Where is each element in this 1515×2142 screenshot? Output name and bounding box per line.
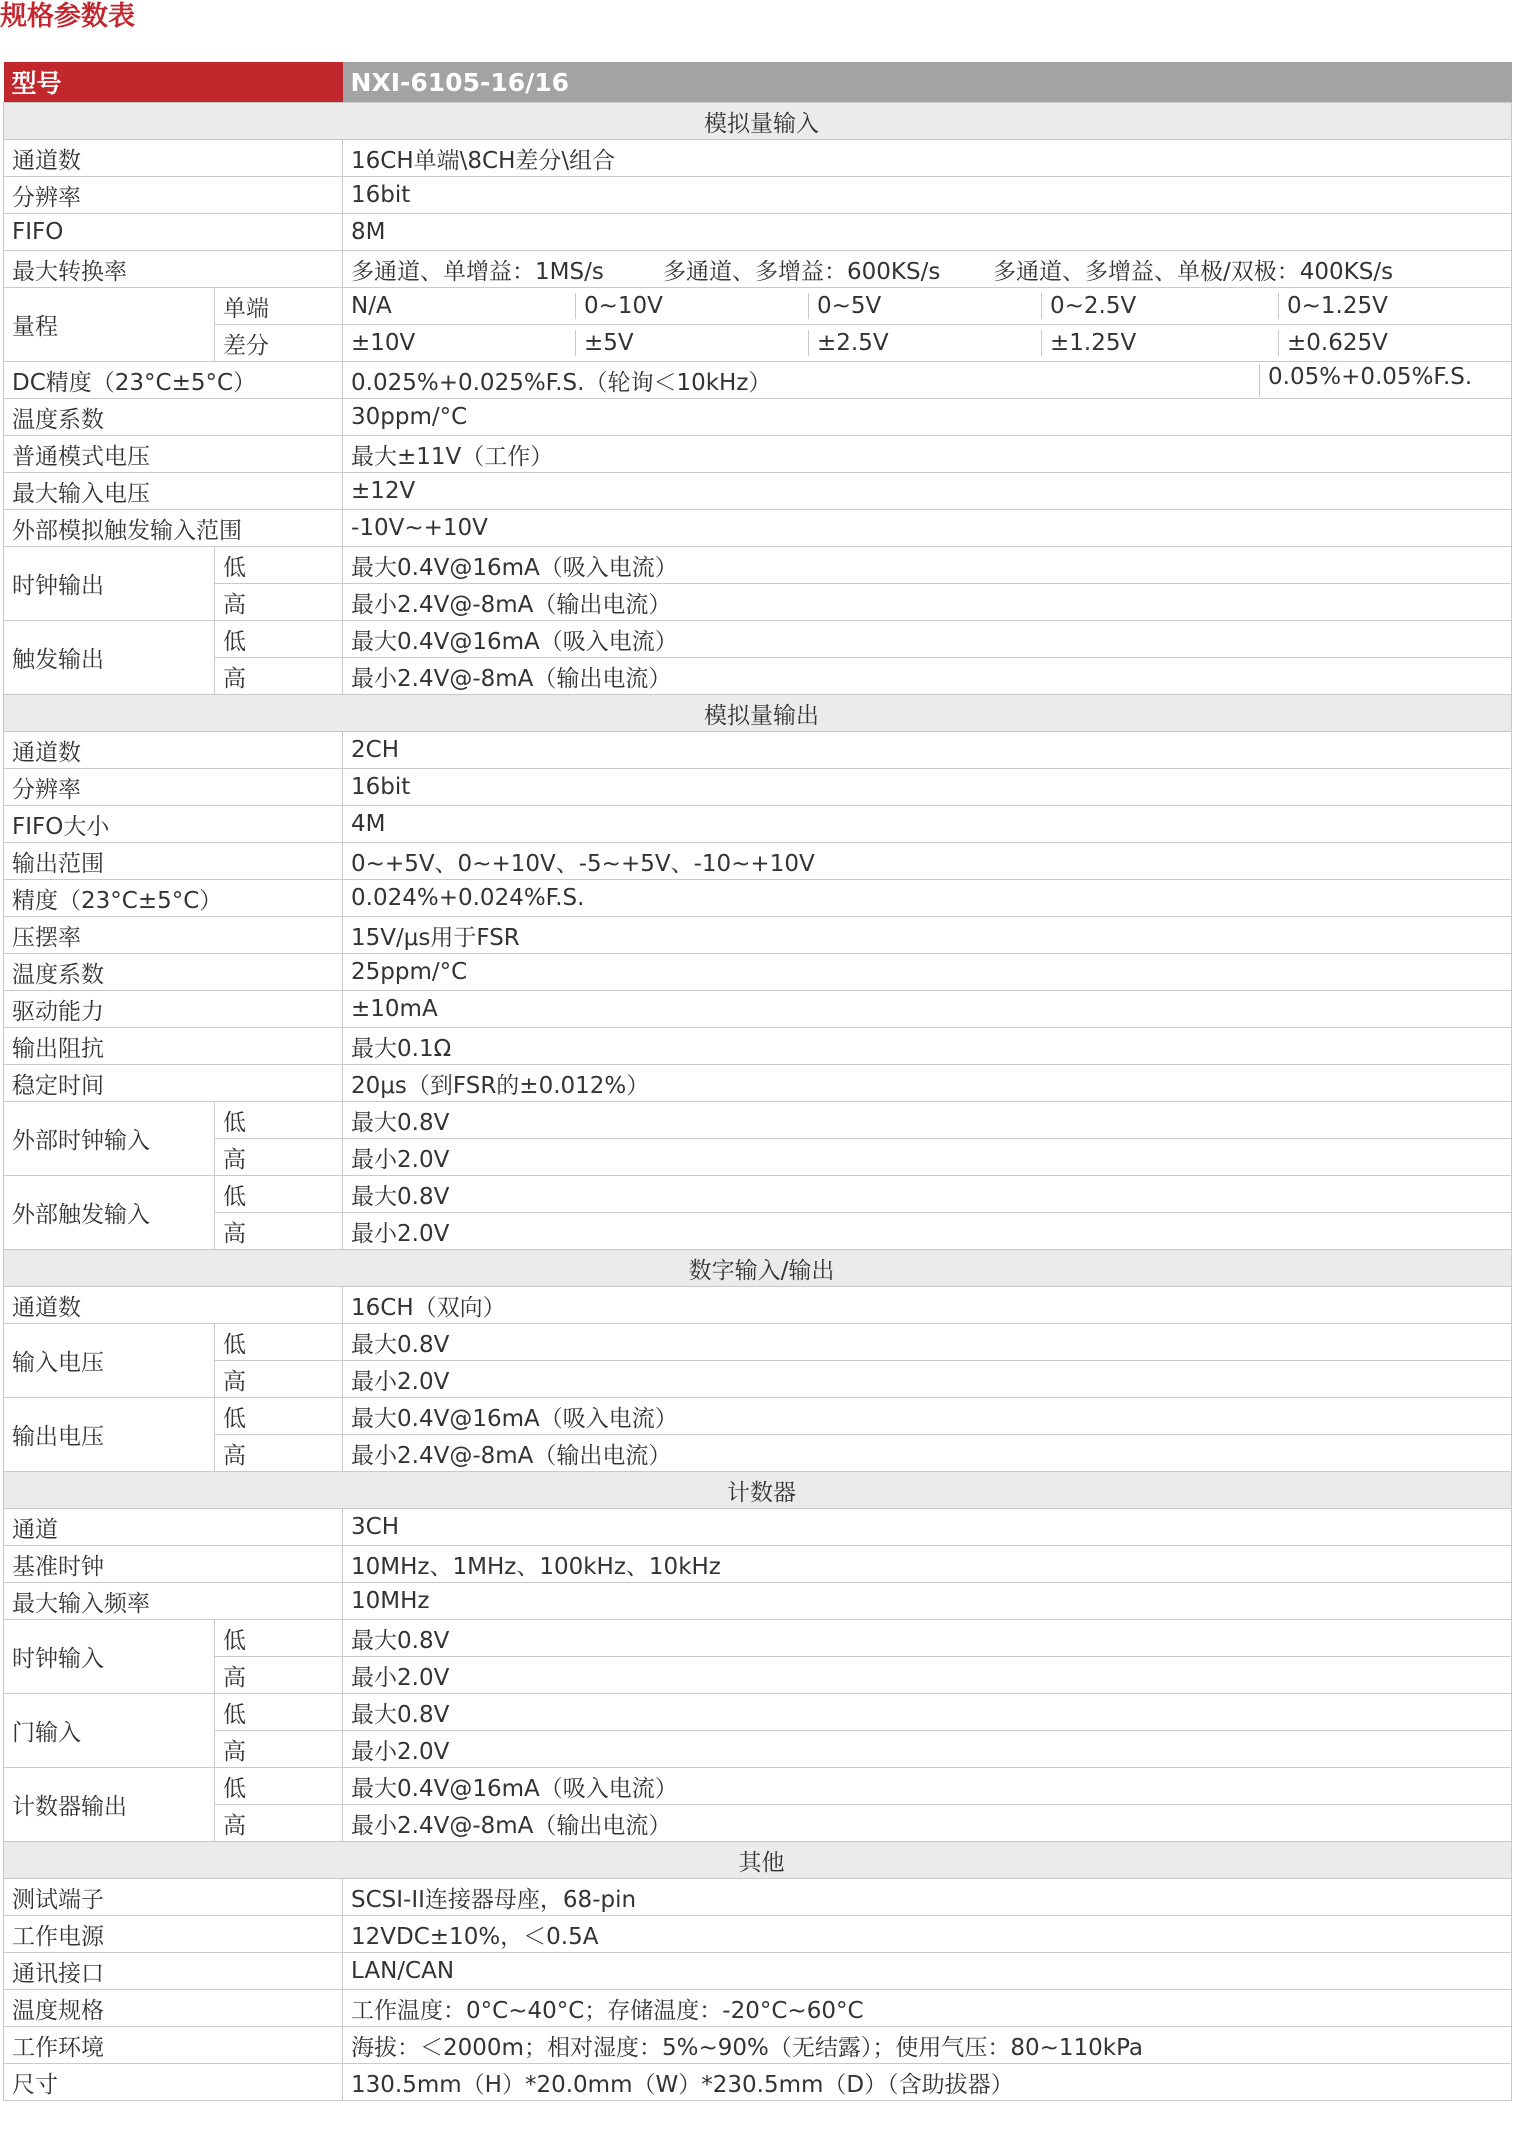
low-label: 低	[215, 621, 343, 658]
table-row	[4, 1398, 1512, 1435]
range-cell: ±10V	[343, 330, 576, 356]
row-label: 时钟输出	[4, 547, 215, 621]
high-label: 高	[215, 584, 343, 621]
row-value: SCSI-II连接器母座，68-pin	[343, 1879, 1512, 1916]
table-row	[4, 1953, 1512, 1990]
table-row	[4, 2064, 1512, 2101]
table-row	[4, 880, 1512, 917]
row-value: 最大0.4V@16mA（吸入电流）	[343, 1768, 1512, 1805]
row-value: 最小2.0V	[343, 1731, 1512, 1768]
table-row	[4, 473, 1512, 510]
row-value: 最大0.8V	[343, 1694, 1512, 1731]
row-label: 通道	[4, 1509, 343, 1546]
row-label: 工作电源	[4, 1916, 343, 1953]
spec-table	[3, 62, 1512, 2101]
table-row	[4, 399, 1512, 436]
table-row	[4, 658, 1512, 695]
row-label: DC精度（23°C±5°C）	[4, 362, 343, 399]
row-value: ±10mA	[343, 991, 1512, 1028]
row-label: 分辨率	[4, 769, 343, 806]
range-cell: N/A	[343, 293, 576, 319]
table-row	[4, 769, 1512, 806]
table-row	[4, 2027, 1512, 2064]
row-value: 最大0.4V@16mA（吸入电流）	[343, 621, 1512, 658]
row-label: 输出阻抗	[4, 1028, 343, 1065]
row-value: 20μs（到FSR的±0.012%）	[343, 1065, 1512, 1102]
table-row	[4, 1805, 1512, 1842]
row-value: 最小2.4V@-8mA（输出电流）	[343, 658, 1512, 695]
dc-accuracy-alt: 0.05%+0.05%F.S.	[1268, 363, 1473, 390]
row-label: 温度规格	[4, 1990, 343, 2027]
section-row	[4, 695, 1512, 732]
row-value: 16bit	[343, 769, 1512, 806]
table-row	[4, 1620, 1512, 1657]
high-label: 高	[215, 1657, 343, 1694]
range-diff-label: 差分	[215, 325, 343, 362]
row-label: 最大输入电压	[4, 473, 343, 510]
section-row	[4, 1250, 1512, 1287]
row-value: 最小2.0V	[343, 1139, 1512, 1176]
row-value: 最小2.0V	[343, 1361, 1512, 1398]
table-row	[4, 1916, 1512, 1953]
row-label: 通道数	[4, 140, 343, 177]
row-value: 16CH单端\8CH差分\组合	[343, 140, 1512, 177]
table-row	[4, 547, 1512, 584]
row-label: 测试端子	[4, 1879, 343, 1916]
section-analog-input: 模拟量输入	[4, 103, 1512, 140]
row-value: 最小2.4V@-8mA（输出电流）	[343, 1435, 1512, 1472]
low-label: 低	[215, 1324, 343, 1361]
row-label: 触发输出	[4, 621, 215, 695]
table-row	[4, 584, 1512, 621]
range-label: 量程	[4, 288, 215, 362]
low-label: 低	[215, 547, 343, 584]
range-cell: ±0.625V	[1287, 330, 1388, 356]
row-value: 0.024%+0.024%F.S.	[343, 880, 1512, 917]
row-value: 最大0.1Ω	[343, 1028, 1512, 1065]
row-label: 计数器输出	[4, 1768, 215, 1842]
high-label: 高	[215, 658, 343, 695]
row-label: 输出范围	[4, 843, 343, 880]
row-value	[343, 362, 1512, 399]
row-value: 10MHz	[343, 1583, 1512, 1620]
row-label: 输入电压	[4, 1324, 215, 1398]
range-cell: ±2.5V	[809, 330, 1042, 356]
range-se-label: 单端	[215, 288, 343, 325]
max-rate-3: 多通道、多增益、单极/双极：400KS/s	[993, 258, 1394, 285]
row-label: 外部时钟输入	[4, 1102, 215, 1176]
model-label: 型号	[4, 62, 343, 103]
table-row	[4, 251, 1512, 288]
high-label: 高	[215, 1213, 343, 1250]
table-row	[4, 510, 1512, 547]
range-cell: 0~10V	[576, 293, 809, 319]
row-label: 尺寸	[4, 2064, 343, 2101]
range-diff-values	[343, 325, 1512, 362]
low-label: 低	[215, 1768, 343, 1805]
low-label: 低	[215, 1398, 343, 1435]
table-row	[4, 1583, 1512, 1620]
row-value: 12VDC±10%，＜0.5A	[343, 1916, 1512, 1953]
table-row	[4, 1139, 1512, 1176]
row-value: 0~+5V、0~+10V、-5~+5V、-10~+10V	[343, 843, 1512, 880]
row-label: 最大转换率	[4, 251, 343, 288]
table-row	[4, 177, 1512, 214]
row-label: 温度系数	[4, 399, 343, 436]
table-row	[4, 1176, 1512, 1213]
table-row	[4, 325, 1512, 362]
high-label: 高	[215, 1139, 343, 1176]
low-label: 低	[215, 1620, 343, 1657]
table-row	[4, 1694, 1512, 1731]
row-label: 驱动能力	[4, 991, 343, 1028]
table-row	[4, 732, 1512, 769]
range-cell: ±5V	[576, 330, 809, 356]
dc-accuracy-main: 0.025%+0.025%F.S.（轮询＜10kHz）	[343, 364, 1260, 397]
row-label: 普通模式电压	[4, 436, 343, 473]
table-row	[4, 1102, 1512, 1139]
row-label: 时钟输入	[4, 1620, 215, 1694]
row-value: 最大±11V（工作）	[343, 436, 1512, 473]
row-value: 130.5mm（H）*20.0mm（W）*230.5mm（D）（含助拔器）	[343, 2064, 1512, 2101]
table-row	[4, 1731, 1512, 1768]
model-row	[4, 62, 1512, 103]
row-value: 4M	[343, 806, 1512, 843]
table-row	[4, 288, 1512, 325]
row-label: 精度（23°C±5°C）	[4, 880, 343, 917]
row-label: 外部触发输入	[4, 1176, 215, 1250]
row-label: 工作环境	[4, 2027, 343, 2064]
table-row	[4, 954, 1512, 991]
table-row	[4, 1213, 1512, 1250]
row-label: 通道数	[4, 732, 343, 769]
range-cell: ±1.25V	[1042, 330, 1279, 356]
table-row	[4, 1768, 1512, 1805]
high-label: 高	[215, 1805, 343, 1842]
table-row	[4, 1287, 1512, 1324]
section-row	[4, 103, 1512, 140]
row-value: 3CH	[343, 1509, 1512, 1546]
row-value: 30ppm/°C	[343, 399, 1512, 436]
row-value: 最小2.4V@-8mA（输出电流）	[343, 1805, 1512, 1842]
row-label: 稳定时间	[4, 1065, 343, 1102]
row-label: 外部模拟触发输入范围	[4, 510, 343, 547]
range-se-values	[343, 288, 1512, 325]
row-value: 最小2.0V	[343, 1213, 1512, 1250]
low-label: 低	[215, 1102, 343, 1139]
row-value: 最大0.8V	[343, 1176, 1512, 1213]
row-value: 最小2.4V@-8mA（输出电流）	[343, 584, 1512, 621]
row-value: LAN/CAN	[343, 1953, 1512, 1990]
high-label: 高	[215, 1731, 343, 1768]
row-label: 门输入	[4, 1694, 215, 1768]
max-rate-1: 多通道、单增益：1MS/s	[351, 258, 604, 285]
table-row	[4, 1546, 1512, 1583]
row-label: 通道数	[4, 1287, 343, 1324]
table-row	[4, 1435, 1512, 1472]
section-row	[4, 1842, 1512, 1879]
row-label: 通讯接口	[4, 1953, 343, 1990]
row-value: 25ppm/°C	[343, 954, 1512, 991]
row-value: 2CH	[343, 732, 1512, 769]
table-row	[4, 621, 1512, 658]
range-cell: 0~1.25V	[1287, 293, 1388, 319]
row-value: -10V~+10V	[343, 510, 1512, 547]
row-value: 10MHz、1MHz、100kHz、10kHz	[343, 1546, 1512, 1583]
row-value: 海拔：＜2000m；相对湿度：5%~90%（无结露）；使用气压：80~110kPa	[343, 2027, 1512, 2064]
section-digital-io: 数字输入/输出	[4, 1250, 1512, 1287]
row-value: 15V/μs用于FSR	[343, 917, 1512, 954]
row-label: FIFO	[4, 214, 343, 251]
model-value: NXI-6105-16/16	[343, 62, 1512, 103]
section-row	[4, 1472, 1512, 1509]
range-cell: 0~2.5V	[1042, 293, 1279, 319]
row-label: 输出电压	[4, 1398, 215, 1472]
max-rate-2: 多通道、多增益：600KS/s	[663, 258, 941, 285]
table-row	[4, 362, 1512, 399]
row-value: 最大0.4V@16mA（吸入电流）	[343, 547, 1512, 584]
table-row	[4, 1509, 1512, 1546]
row-value: ±12V	[343, 473, 1512, 510]
row-value	[343, 251, 1512, 288]
row-label: 分辨率	[4, 177, 343, 214]
row-value: 工作温度：0°C~40°C；存储温度：-20°C~60°C	[343, 1990, 1512, 2027]
table-row	[4, 917, 1512, 954]
table-row	[4, 1990, 1512, 2027]
row-label: 最大输入频率	[4, 1583, 343, 1620]
table-row	[4, 436, 1512, 473]
table-row	[4, 1657, 1512, 1694]
high-label: 高	[215, 1361, 343, 1398]
row-value: 最小2.0V	[343, 1657, 1512, 1694]
row-label: 压摆率	[4, 917, 343, 954]
table-row	[4, 1879, 1512, 1916]
section-other: 其他	[4, 1842, 1512, 1879]
row-label: 基准时钟	[4, 1546, 343, 1583]
table-row	[4, 1324, 1512, 1361]
row-label: FIFO大小	[4, 806, 343, 843]
section-analog-output: 模拟量输出	[4, 695, 1512, 732]
table-row	[4, 806, 1512, 843]
low-label: 低	[215, 1176, 343, 1213]
table-row	[4, 1065, 1512, 1102]
row-value: 16bit	[343, 177, 1512, 214]
row-label: 温度系数	[4, 954, 343, 991]
high-label: 高	[215, 1435, 343, 1472]
table-row	[4, 843, 1512, 880]
row-value: 8M	[343, 214, 1512, 251]
row-value: 最大0.8V	[343, 1620, 1512, 1657]
table-row	[4, 214, 1512, 251]
row-value: 最大0.4V@16mA（吸入电流）	[343, 1398, 1512, 1435]
row-value: 最大0.8V	[343, 1324, 1512, 1361]
range-cell: 0~5V	[809, 293, 1042, 319]
page-title: 规格参数表	[0, 1, 135, 32]
table-row	[4, 1361, 1512, 1398]
low-label: 低	[215, 1694, 343, 1731]
section-counter: 计数器	[4, 1472, 1512, 1509]
table-row	[4, 1028, 1512, 1065]
table-row	[4, 140, 1512, 177]
table-row	[4, 991, 1512, 1028]
row-value: 16CH（双向）	[343, 1287, 1512, 1324]
row-value: 最大0.8V	[343, 1102, 1512, 1139]
